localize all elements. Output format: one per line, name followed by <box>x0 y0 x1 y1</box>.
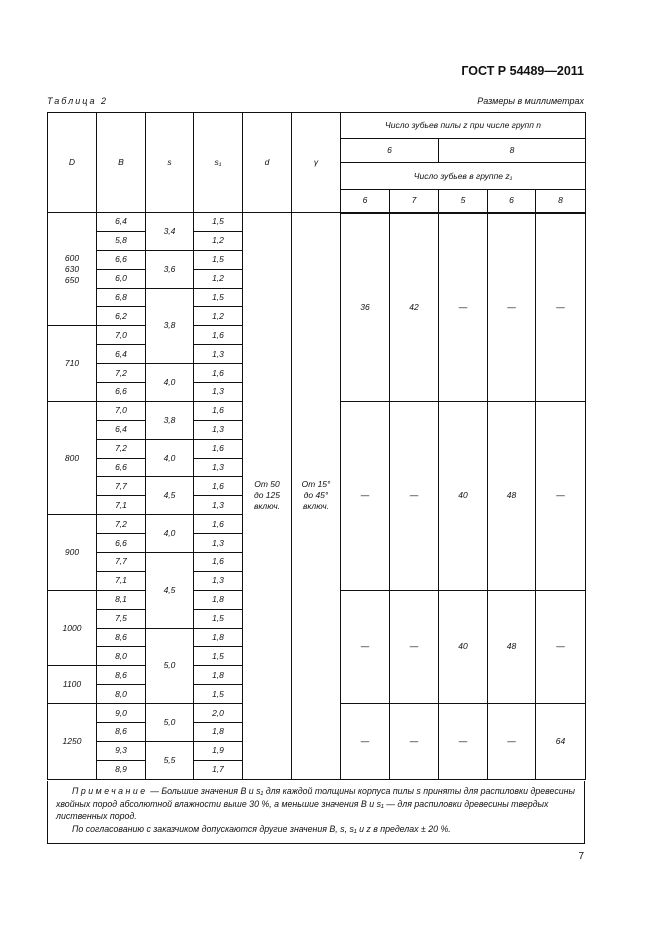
cell-s1: 1,3 <box>194 571 243 590</box>
cell-z: — <box>536 590 586 703</box>
cell-B: 7,2 <box>97 439 146 458</box>
cell-B: 8,6 <box>97 628 146 647</box>
cell-B: 7,2 <box>97 515 146 534</box>
cell-D: 800 <box>48 401 97 514</box>
cell-s1: 1,6 <box>194 364 243 383</box>
page-number: 7 <box>578 851 584 862</box>
cell-D: 1000 <box>48 590 97 666</box>
cell-z: — <box>390 590 439 703</box>
cell-z: — <box>536 401 586 590</box>
cell-z: 36 <box>341 213 390 402</box>
cell-s1: 1,9 <box>194 741 243 760</box>
note-label: Примечание <box>72 786 148 796</box>
cell-B: 7,0 <box>97 401 146 420</box>
cell-s1: 1,3 <box>194 496 243 515</box>
cell-D: 1250 <box>48 704 97 780</box>
cell-s1: 1,6 <box>194 401 243 420</box>
cell-B: 6,4 <box>97 420 146 439</box>
header-D: D <box>48 113 97 213</box>
header-n-6: 6 <box>341 139 439 163</box>
dimensions-table <box>47 112 586 780</box>
cell-d: От 50 до 125 включ. <box>243 213 292 780</box>
header-B: B <box>97 113 146 213</box>
cell-s: 3,8 <box>146 401 194 439</box>
cell-z: 48 <box>488 590 536 703</box>
cell-z: — <box>439 213 488 402</box>
table-caption: Таблица 2 <box>47 96 109 106</box>
cell-B: 6,6 <box>97 534 146 553</box>
cell-s1: 1,6 <box>194 477 243 496</box>
note-1 <box>56 785 576 823</box>
note-1-text: — Большие значения B и s₁ для каждой толщины корпуса пилы s приняты для распиловки древесины хвойных пород абсолютной влажности выше 30 %, а меньшие значения B и s₁ — для распиловки древесины твердых лиственных пород. <box>56 786 575 821</box>
cell-s1: 1,5 <box>194 647 243 666</box>
cell-s1: 1,3 <box>194 345 243 364</box>
cell-B: 7,1 <box>97 571 146 590</box>
cell-z: — <box>488 213 536 402</box>
cell-s1: 1,5 <box>194 250 243 269</box>
cell-s1: 1,3 <box>194 383 243 402</box>
cell-s1: 1,8 <box>194 590 243 609</box>
cell-B: 6,6 <box>97 383 146 402</box>
cell-z: — <box>439 704 488 780</box>
cell-s1: 1,2 <box>194 307 243 326</box>
cell-s1: 1,8 <box>194 666 243 685</box>
cell-B: 8,1 <box>97 590 146 609</box>
cell-s: 4,0 <box>146 364 194 402</box>
cell-s: 3,4 <box>146 213 194 251</box>
cell-B: 7,0 <box>97 326 146 345</box>
cell-B: 7,7 <box>97 553 146 572</box>
header-z1-value: 6 <box>341 190 390 213</box>
header-z1-value: 7 <box>390 190 439 213</box>
cell-s: 4,5 <box>146 477 194 515</box>
cell-B: 6,4 <box>97 213 146 232</box>
document-code: ГОСТ Р 54489—2011 <box>461 64 584 78</box>
cell-s: 4,0 <box>146 439 194 477</box>
cell-z: 40 <box>439 590 488 703</box>
cell-s: 5,0 <box>146 628 194 704</box>
cell-s: 4,5 <box>146 553 194 629</box>
cell-B: 9,0 <box>97 704 146 723</box>
cell-z: 40 <box>439 401 488 590</box>
cell-z: — <box>341 401 390 590</box>
cell-s: 3,8 <box>146 288 194 364</box>
cell-z: 48 <box>488 401 536 590</box>
cell-s1: 1,2 <box>194 231 243 250</box>
cell-z: — <box>341 590 390 703</box>
cell-z: — <box>390 704 439 780</box>
cell-B: 5,8 <box>97 231 146 250</box>
cell-s: 5,5 <box>146 741 194 779</box>
cell-D: 1100 <box>48 666 97 704</box>
cell-B: 9,3 <box>97 741 146 760</box>
cell-s1: 1,6 <box>194 326 243 345</box>
cell-s1: 1,3 <box>194 420 243 439</box>
cell-z: — <box>341 704 390 780</box>
cell-D: 900 <box>48 515 97 591</box>
cell-B: 7,1 <box>97 496 146 515</box>
cell-z: — <box>390 401 439 590</box>
cell-s1: 1,5 <box>194 685 243 704</box>
cell-B: 6,6 <box>97 458 146 477</box>
cell-s1: 1,6 <box>194 553 243 572</box>
header-z1-title: Число зубьев в группе z₁ <box>341 163 586 190</box>
cell-s1: 1,3 <box>194 534 243 553</box>
cell-s1: 1,6 <box>194 439 243 458</box>
header-n-8: 8 <box>439 139 586 163</box>
cell-s1: 1,5 <box>194 288 243 307</box>
cell-B: 8,0 <box>97 685 146 704</box>
header-s: s <box>146 113 194 213</box>
cell-B: 7,7 <box>97 477 146 496</box>
table-notes <box>47 781 585 844</box>
cell-B: 7,5 <box>97 609 146 628</box>
note-2: По согласованию с заказчиком допускаются другие значения B, s, s₁ и z в пределах ± 20 %. <box>72 823 451 834</box>
table-body <box>48 213 586 780</box>
cell-B: 6,2 <box>97 307 146 326</box>
cell-B: 6,6 <box>97 250 146 269</box>
cell-z: 64 <box>536 704 586 780</box>
cell-s: 4,0 <box>146 515 194 553</box>
cell-B: 8,0 <box>97 647 146 666</box>
cell-s1: 1,8 <box>194 723 243 742</box>
cell-B: 7,2 <box>97 364 146 383</box>
header-z-title: Число зубьев пилы z при числе групп n <box>341 113 586 139</box>
header-z1-value: 5 <box>439 190 488 213</box>
header-d: d <box>243 113 292 213</box>
cell-D: 600 630 650 <box>48 213 97 326</box>
cell-s: 5,0 <box>146 704 194 742</box>
units-label: Размеры в миллиметрах <box>477 96 584 106</box>
cell-B: 6,8 <box>97 288 146 307</box>
cell-B: 8,6 <box>97 723 146 742</box>
cell-B: 8,9 <box>97 760 146 779</box>
cell-z: — <box>536 213 586 402</box>
cell-s1: 2,0 <box>194 704 243 723</box>
cell-s1: 1,7 <box>194 760 243 779</box>
cell-gamma: От 15° до 45° включ. <box>292 213 341 780</box>
cell-D: 710 <box>48 326 97 402</box>
cell-B: 8,6 <box>97 666 146 685</box>
cell-s1: 1,5 <box>194 213 243 232</box>
table-row <box>48 213 586 232</box>
cell-B: 6,4 <box>97 345 146 364</box>
header-gamma: γ <box>292 113 341 213</box>
cell-s: 3,6 <box>146 250 194 288</box>
header-s1: s₁ <box>194 113 243 213</box>
cell-s1: 1,3 <box>194 458 243 477</box>
cell-s1: 1,2 <box>194 269 243 288</box>
cell-B: 6,0 <box>97 269 146 288</box>
cell-z: — <box>488 704 536 780</box>
cell-z: 42 <box>390 213 439 402</box>
header-z1-value: 6 <box>488 190 536 213</box>
cell-s1: 1,8 <box>194 628 243 647</box>
cell-s1: 1,6 <box>194 515 243 534</box>
header-z1-value: 8 <box>536 190 586 213</box>
cell-s1: 1,5 <box>194 609 243 628</box>
